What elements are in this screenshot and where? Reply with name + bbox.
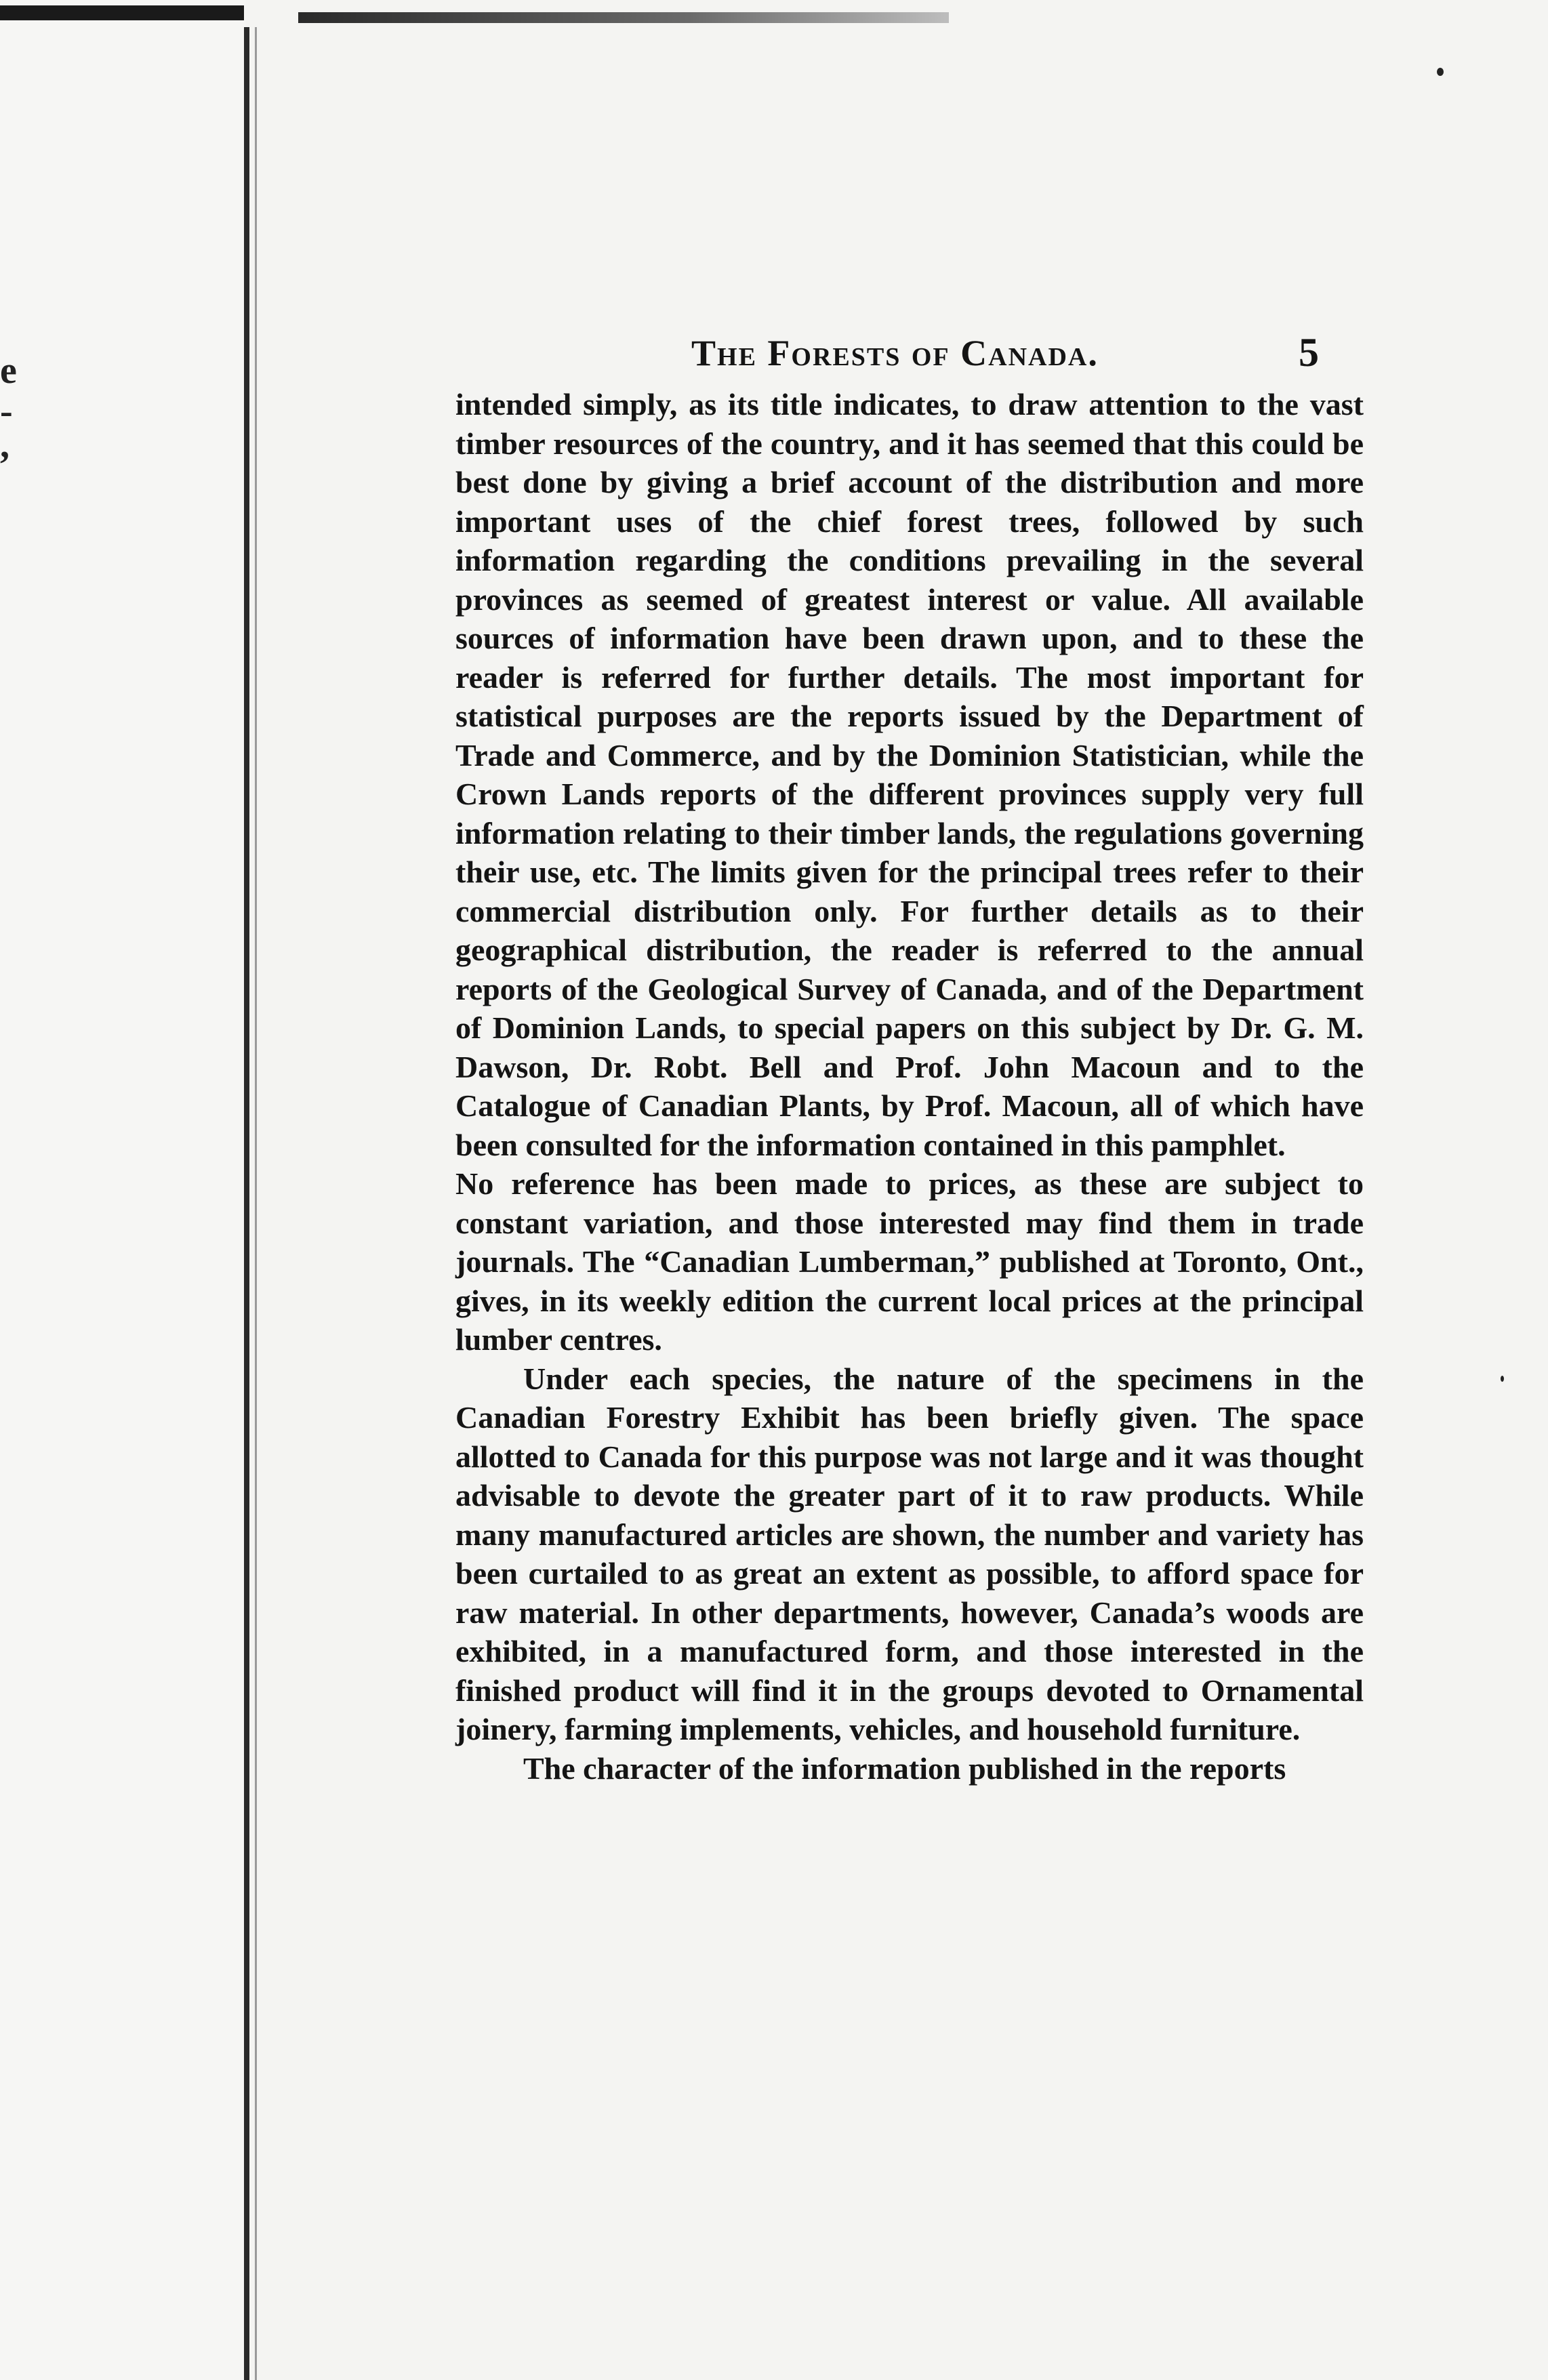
speck [1437, 68, 1444, 76]
paragraph: Under each species, the nature of the specimens in the Canadian Forestry Exhibit has been briefly given. The space allotted to Canada for this purpose was not large and it was thought advisable to devote the greater part of it to raw products. While many manufactured articles are shown, the number and variety has been curtailed to as great an extent as possible, to afford space for raw material. In other departments, however, Canada’s woods are exhibited, in a manufactured form, and those interested in the finished product will find it in the groups devoted to Ornamental joinery, farming implements, vehicles, and household furniture. [455, 1361, 1364, 1746]
left-page-fragment: e [0, 350, 17, 392]
page-gutter [244, 27, 249, 2380]
left-page-edge [0, 0, 245, 2380]
paragraph: intended simply, as its title indicates, to draw attention to the vast timber resources of the country, and it has seemed that this could be best done by giving a brief account of the distribution and more important uses of the chief forest trees, followed by such information regarding the conditions prevailing in the several provinces as seemed of greatest interest or value. All available sources of information have been drawn upon, and to these the reader is referred for further details. The most important for statistical purposes are the reports issued by the Department of Trade and Commerce, and by the Dominion Statistician, while the Crown Lands reports of the different provinces supply very full information relating to their timber lands, the regulations governing their use, etc. The limits given for the principal trees refer to their commercial distribution only. For further details as to their geographical distribution, the reader is referred to the annual reports of the Geological Survey of Canada, and of the Department of Dominion Lands, to special papers on this subject by Dr. G. M. Dawson, Dr. Robt. Bell and Prof. John Macoun and to the Catalogue of Canadian Plants, by Prof. Macoun, all of which have been consulted for the information contained in this pamphlet. [455, 387, 1364, 1162]
page-gutter [255, 27, 257, 2380]
scan-edge-bar [0, 5, 244, 20]
running-title: The Forests of Canada. [691, 333, 1099, 373]
page-number: 5 [1299, 330, 1319, 375]
body-text [455, 385, 1364, 1788]
left-page-fragment: , [0, 424, 9, 466]
paragraph: The character of the information published in the reports [523, 1750, 1286, 1786]
scan-edge-bar [298, 12, 949, 23]
paragraph: No reference has been made to prices, as these are subject to constant variation, and those interested may find them in trade journals. The “Canadian Lumberman,” published at Toronto, Ont., gives, in its weekly edition the current local prices at the principal lumber centres. [455, 1166, 1364, 1357]
left-page-fragment: - [0, 390, 13, 432]
speck [1501, 1376, 1504, 1382]
